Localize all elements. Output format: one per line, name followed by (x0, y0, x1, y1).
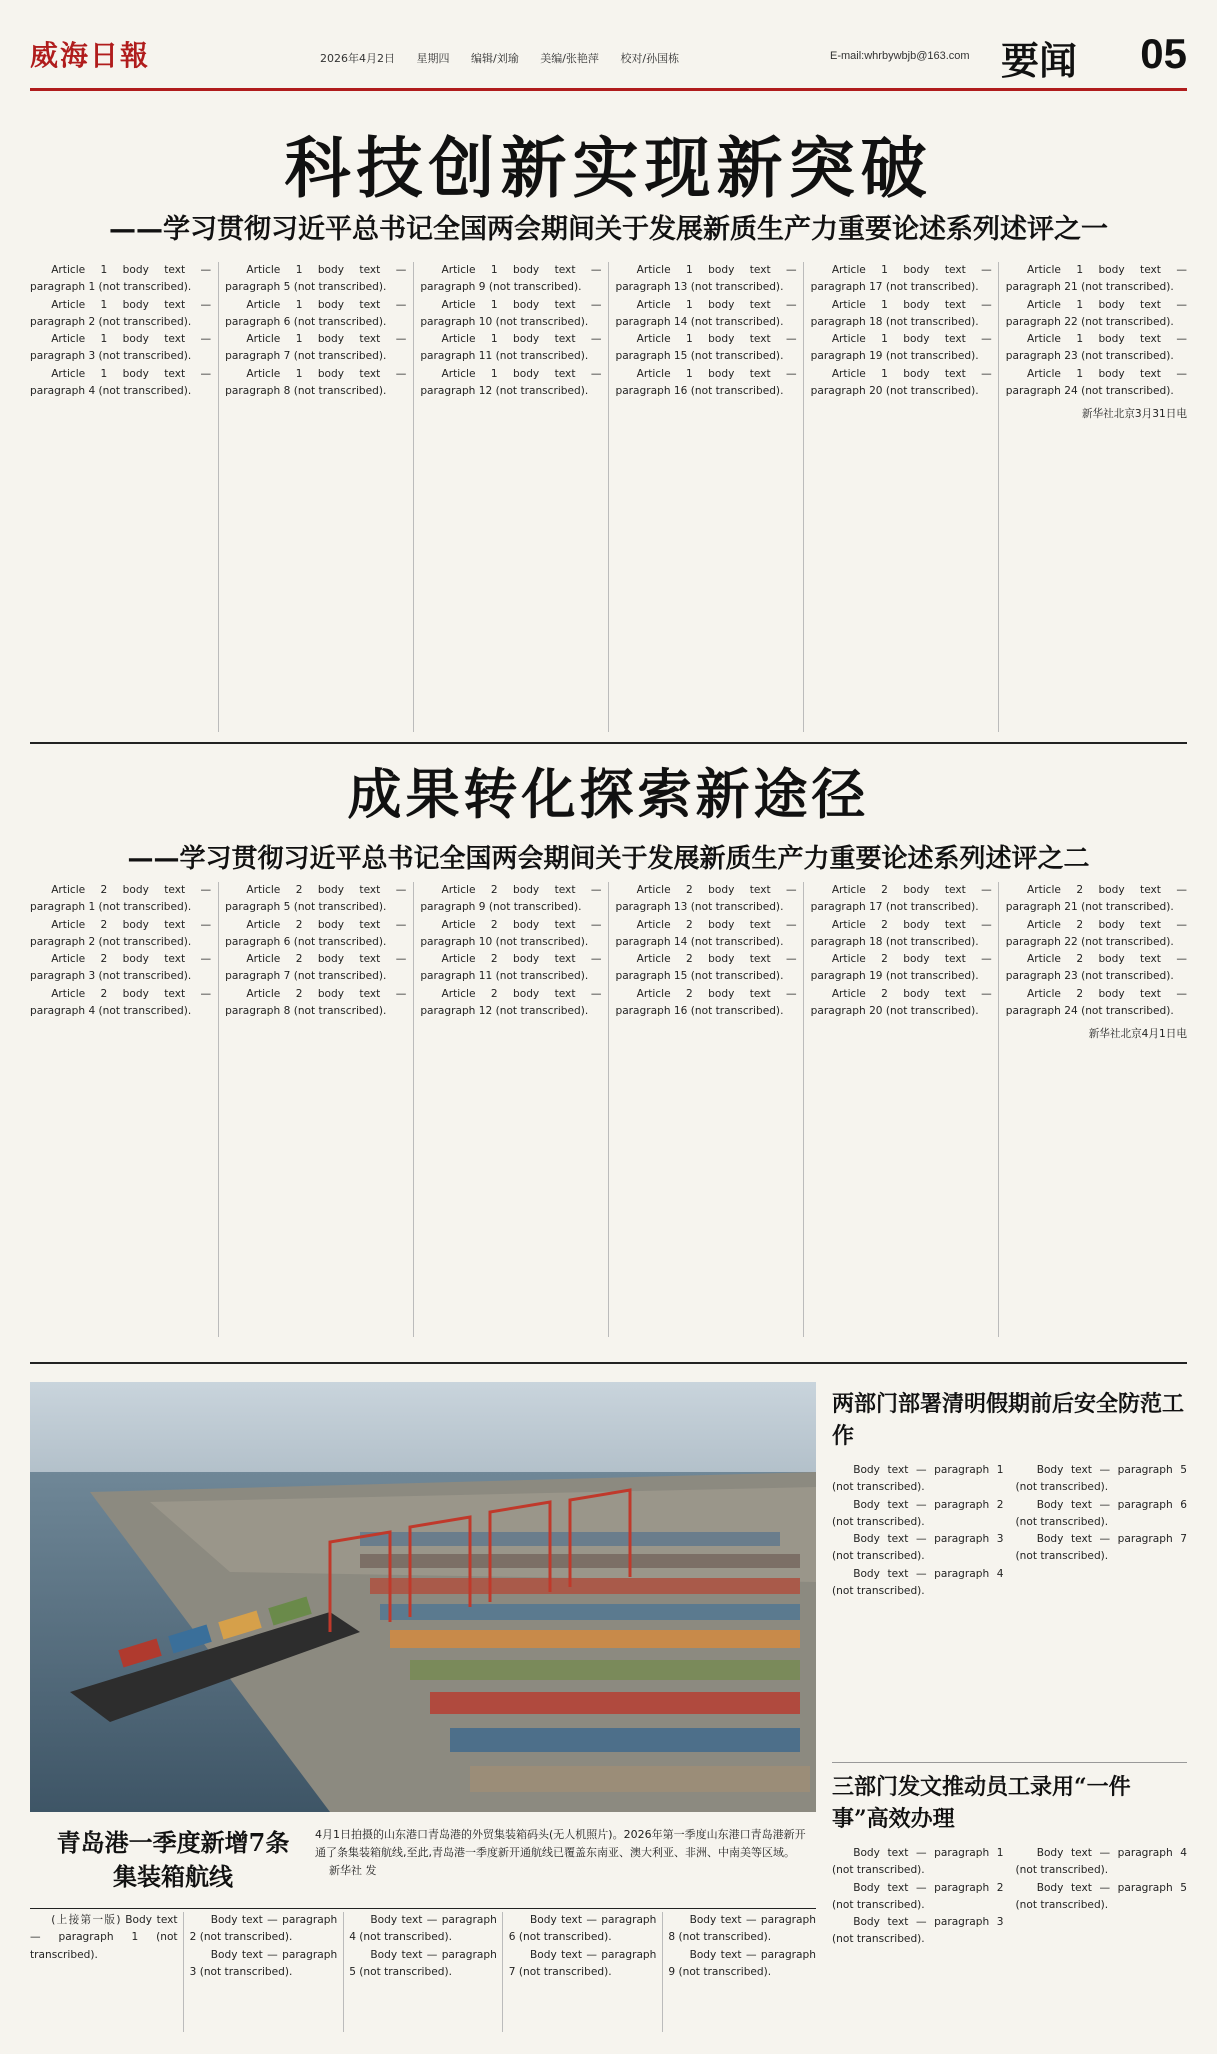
page-number: 05 (1140, 30, 1187, 77)
paragraph: Article 2 body text — paragraph 6 (not transcribed). (225, 918, 407, 948)
paragraph: Article 1 body text — paragraph 24 (not transcribed). (1005, 367, 1187, 398)
paragraph: Article 1 body text — paragraph 5 (not transcribed). (225, 264, 407, 294)
port-aerial-illustration (30, 1382, 816, 1812)
news2-body (832, 1845, 1187, 2025)
paragraph: Article 1 body text — paragraph 7 (not transcribed). (225, 333, 407, 363)
paragraph: Body text — paragraph 5 (not transcribed). (1015, 1881, 1187, 1911)
paragraph: Body text — paragraph 6 (not transcribed). (508, 1914, 657, 1944)
continued-divider (30, 1908, 816, 1909)
masthead (30, 30, 1187, 91)
paragraph: Article 1 body text — paragraph 23 (not transcribed). (1005, 333, 1187, 363)
paragraph: Article 2 body text — paragraph 4 (not transcribed). (30, 987, 212, 1018)
photo-caption (315, 1826, 810, 1880)
paragraph: Article 1 body text — paragraph 3 (not transcribed). (30, 333, 212, 363)
paragraph: Article 2 body text — paragraph 23 (not transcribed). (1005, 953, 1187, 983)
paragraph: Article 1 body text — paragraph 8 (not transcribed). (225, 367, 407, 398)
paragraph: Body text — paragraph 8 (not transcribed). (668, 1914, 816, 1944)
paragraph: Body text — paragraph 1 (not transcribed). (832, 1847, 1004, 1877)
paragraph: Body text — paragraph 6 (not transcribed). (1015, 1498, 1187, 1528)
paragraph: Body text — paragraph 2 (not transcribed). (189, 1914, 338, 1944)
paragraph: Article 1 body text — paragraph 19 (not transcribed). (810, 333, 992, 363)
paragraph: Article 2 body text — paragraph 20 (not transcribed). (810, 987, 992, 1018)
paragraph: Article 2 body text — paragraph 1 (not transcribed). (30, 884, 212, 914)
paragraph: Article 1 body text — paragraph 9 (not transcribed). (420, 264, 602, 294)
paragraph: Article 2 body text — paragraph 7 (not transcribed). (225, 953, 407, 983)
paragraph: Article 1 body text — paragraph 15 (not transcribed). (615, 333, 797, 363)
paragraph: Body text — paragraph 3 (not transcribed). (189, 1948, 338, 1978)
news2-title: 三部门发文推动员工录用“一件事”高效办理 (832, 1774, 1131, 1832)
issue-date: 2026年4月2日 (320, 52, 395, 65)
article2-subtitle: ——学习贯彻习近平总书记全国两会期间关于发展新质生产力重要论述系列述评之二 (127, 844, 1090, 874)
section-name: 要闻 (1000, 39, 1077, 83)
paragraph: Article 1 body text — paragraph 18 (not transcribed). (810, 298, 992, 328)
continued-article-body (30, 1912, 816, 2032)
article1-subtitle: ——学习贯彻习近平总书记全国两会期间关于发展新质生产力重要论述系列述评之一 (109, 214, 1108, 245)
paragraph: Body text — paragraph 7 (not transcribed). (1015, 1533, 1187, 1563)
paragraph: Body text — paragraph 9 (not transcribed). (668, 1948, 816, 1978)
article1-dateline: 新华社北京3月31日电 (1081, 408, 1187, 421)
paragraph: Article 2 body text — paragraph 24 (not transcribed). (1005, 987, 1187, 1018)
paragraph: Article 1 body text — paragraph 12 (not transcribed). (420, 367, 602, 398)
photo-caption-box (30, 1812, 816, 1904)
paragraph: Article 1 body text — paragraph 16 (not transcribed). (615, 367, 797, 398)
paragraph: Body text — paragraph 5 (not transcribed). (1015, 1464, 1187, 1494)
paragraph: Article 1 body text — paragraph 10 (not transcribed). (420, 298, 602, 328)
paragraph: Article 2 body text — paragraph 2 (not transcribed). (30, 918, 212, 948)
paragraph: Article 2 body text — paragraph 8 (not transcribed). (225, 987, 407, 1018)
paragraph: Article 1 body text — paragraph 22 (not transcribed). (1005, 298, 1187, 328)
paragraph: Body text — paragraph 7 (not transcribed). (508, 1948, 657, 1978)
paragraph: Article 2 body text — paragraph 22 (not transcribed). (1005, 918, 1187, 948)
paragraph: Article 2 body text — paragraph 11 (not transcribed). (420, 953, 602, 983)
section-divider (30, 742, 1187, 744)
paragraph: Article 1 body text — paragraph 17 (not transcribed). (810, 264, 992, 294)
photo-caption-text: 4月1日拍摄的山东港口青岛港的外贸集装箱码头(无人机照片)。2026年第一季度山东港口青岛港新开通了条集装箱航线,至此,青岛港一季度新开通航线已覆盖东南亚、澳大利亚、非洲、中南美等区域。 (315, 1828, 806, 1859)
section-divider (30, 1362, 1187, 1364)
newspaper-logo: 威海日報 (30, 39, 151, 72)
paragraph: Article 2 body text — paragraph 5 (not transcribed). (225, 884, 407, 914)
editor-credit: 编辑/刘瑜 (471, 52, 519, 65)
issue-weekday: 星期四 (416, 52, 450, 65)
paragraph: Article 1 body text — paragraph 11 (not transcribed). (420, 333, 602, 363)
paragraph: Body text — paragraph 4 (not transcribed). (349, 1914, 497, 1944)
paragraph: Article 2 body text — paragraph 17 (not transcribed). (810, 884, 992, 914)
port-aerial-photo (30, 1382, 816, 1812)
paragraph: Article 2 body text — paragraph 21 (not transcribed). (1005, 884, 1187, 914)
article2-body (30, 882, 1187, 1337)
right-news-column (832, 1382, 1187, 2022)
article1-title: 科技创新实现新突破 (284, 129, 933, 207)
paragraph: Article 1 body text — paragraph 20 (not transcribed). (810, 367, 992, 398)
paragraph: Article 2 body text — paragraph 3 (not transcribed). (30, 953, 212, 983)
news1-title: 两部门部署清明假期前后安全防范工作 (832, 1391, 1185, 1449)
paragraph: Body text — paragraph 4 (not transcribed). (1015, 1847, 1187, 1877)
paragraph: Article 2 body text — paragraph 15 (not transcribed). (615, 953, 797, 983)
paragraph: Article 2 body text — paragraph 18 (not transcribed). (810, 918, 992, 948)
paragraph: Article 2 body text — paragraph 12 (not transcribed). (420, 987, 602, 1018)
photo-credit: 新华社 发 (329, 1864, 377, 1877)
paragraph: Body text — paragraph 2 (not transcribed). (832, 1881, 1004, 1911)
paragraph: Body text — paragraph 4 (not transcribed). (832, 1567, 1004, 1598)
article1-body (30, 262, 1187, 732)
paragraph: Article 1 body text — paragraph 2 (not transcribed). (30, 298, 212, 328)
paragraph: Body text — paragraph 5 (not transcribed). (349, 1948, 497, 1978)
paragraph: Article 2 body text — paragraph 16 (not transcribed). (615, 987, 797, 1018)
issue-meta (320, 50, 697, 66)
news-divider (832, 1762, 1187, 1763)
paragraph: Article 1 body text — paragraph 13 (not transcribed). (615, 264, 797, 294)
paragraph: Body text — paragraph 1 (not transcribed). (832, 1464, 1004, 1494)
art-editor-credit: 美编/张艳萍 (540, 52, 599, 65)
paragraph: Article 1 body text — paragraph 1 (not transcribed). (30, 264, 212, 294)
proofreader-credit: 校对/孙国栋 (620, 52, 680, 65)
paragraph: Article 1 body text — paragraph 21 (not transcribed). (1005, 264, 1187, 294)
paragraph: Body text — paragraph 2 (not transcribed). (832, 1498, 1004, 1528)
contact-email: E-mail:whrbywbjb@163.com (830, 50, 970, 62)
paragraph: Article 2 body text — paragraph 19 (not transcribed). (810, 953, 992, 983)
article2-title: 成果转化探索新途径 (347, 762, 870, 826)
news1-body (832, 1462, 1187, 1752)
paragraph: Article 2 body text — paragraph 13 (not transcribed). (615, 884, 797, 914)
paragraph: Article 1 body text — paragraph 6 (not transcribed). (225, 298, 407, 328)
photo-title: 青岛港一季度新增7条集装箱航线 (56, 1828, 290, 1891)
paragraph: Article 1 body text — paragraph 14 (not transcribed). (615, 298, 797, 328)
article2-dateline: 新华社北京4月1日电 (1088, 1028, 1187, 1041)
paragraph: Article 2 body text — paragraph 10 (not transcribed). (420, 918, 602, 948)
paragraph: Body text — paragraph 3 (not transcribed). (832, 1916, 1004, 1946)
paragraph: Article 2 body text — paragraph 9 (not transcribed). (420, 884, 602, 914)
paragraph: (上接第一版) Body text — paragraph 1 (not transcribed). (30, 1914, 178, 1961)
paragraph: Article 1 body text — paragraph 4 (not transcribed). (30, 367, 212, 398)
paragraph: Body text — paragraph 3 (not transcribed). (832, 1533, 1004, 1563)
paragraph: Article 2 body text — paragraph 14 (not transcribed). (615, 918, 797, 948)
